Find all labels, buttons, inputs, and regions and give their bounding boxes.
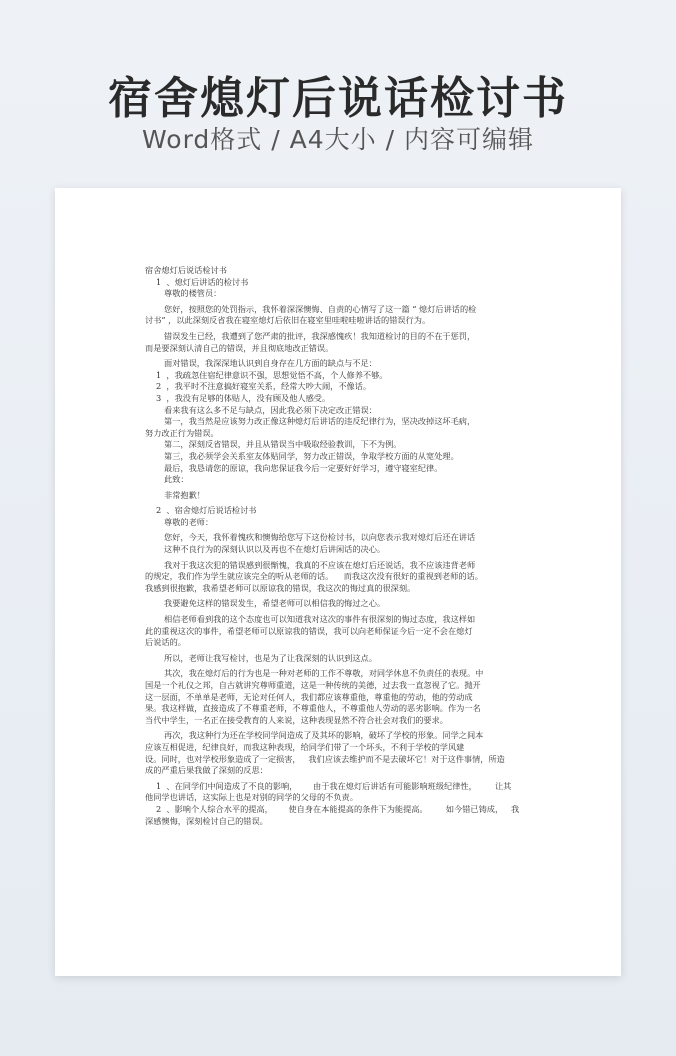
document-line: 1 、在同学们中间造成了不良的影响， 由于我在熄灯后讲话有可能影响班级纪律性， 让其: [156, 780, 512, 791]
document-body: [145, 265, 555, 827]
document-line: 3 ，我没有足够的体贴人，没有顾及他人感受。: [156, 392, 331, 403]
document-line: 非常抱歉！: [164, 489, 205, 500]
document-line: 再次，我这种行为还在学校同学间造成了及其坏的影响，破坏了学校的形象。同学之间本: [164, 730, 484, 741]
document-line: 2 ，我平时不注意搞好寝室关系，经常大吵大闹，不像话。: [156, 381, 372, 392]
document-line: 1 、熄灯后讲话的检讨书: [156, 276, 249, 287]
document-line: 他同学也讲话，这实际上也是对别的同学的父母的不负责。: [145, 792, 358, 803]
document-line: 第三，我必须学会关系室友体贴同学，努力改正错误，争取学校方面的从宽处理。: [164, 450, 459, 461]
page-subtitle: Word格式 / A4大小 / 内容可编辑: [142, 125, 534, 154]
document-line: 2 、宿舍熄灯后说话检讨书: [156, 505, 257, 516]
document-line: 国是一个礼仪之邦，自古就讲究尊师重道，这是一种传统的美德，过去我一直忽视了它。抛开: [145, 680, 481, 690]
document-line: 我要避免这样的错误发生，希望老师可以相信我的悔过之心。: [164, 598, 386, 609]
document-line: 讨书” ，以此深刻反省我在寝室熄灯后依旧在寝室里哇啦哇啦讲话的错误行为。: [145, 315, 431, 326]
document-page: [55, 188, 621, 976]
document-line: 最后，我恳请您的原谅，我向您保证我今后一定要好好学习，遵守寝室纪律。: [164, 462, 443, 473]
document-line: 这一层面，不单单是老师，无论对任何人，我们都应该尊重他，尊重他的劳动，他的劳动成: [145, 691, 473, 702]
document-line: 而是要深刻认清自己的错误，并且彻底地改正错误。: [145, 342, 334, 353]
document-line: 果。我这样做，直接造成了不尊重老师，不尊重他人，不尊重他人劳动的恶劣影响。作为一名: [145, 703, 481, 714]
document-line: 的规定，我们作为学生就应该完全的听从老师的话。 而我这次没有很好的重视到老师的话。: [145, 571, 483, 582]
document-line: 设。同时，也对学校形象造成了一定损害， 我们应该去维护而不是去破坏它！对于这件事情，所造: [145, 753, 505, 764]
document-line: 成的严重后果我做了深刻的反思：: [145, 765, 268, 776]
document-line: 相信老师看到我的这个态度也可以知道我对这次的事件有很深刻的悔过态度，我这样如: [164, 614, 476, 625]
document-line: 2 、影响个人综合水平的提高， 使自身在本能提高的条件下为能提高。 如今错已铸成， 我: [156, 803, 520, 814]
document-line: 所以，老师让我写检讨，也是为了让我深刻的认识到这点。: [164, 652, 377, 663]
document-line: 我对于我这次犯的错误感到很惭愧，我真的不应该在熄灯后还说话，我不应该违背老师: [164, 559, 476, 570]
document-line: 看来我有这么多不足与缺点，因此我必须下决定改正错误：: [164, 404, 377, 415]
document-heading: 宿舍熄灯后说话检讨书: [145, 265, 227, 275]
document-line: 此的重视这次的事件，希望老师可以原谅我的错误，我可以向老师保证今后一定不会在熄灯: [145, 625, 473, 636]
page-title: 宿舍熄灯后说话检讨书: [108, 73, 568, 124]
document-line: 应该互相促进，纪律良好，而我这种表现，给同学们带了一个坏头，不利于学校的学风建: [145, 741, 465, 752]
document-line: 这种不良行为的深刻认识以及再也不在熄灯后讲闲话的决心。: [164, 544, 386, 555]
document-line: 当代中学生，一名正在接受教育的人来说，这种表现显然不符合社会对我们的要求。: [145, 714, 448, 725]
document-line: 第二，深刻反省错误，并且从错误当中吸取经验教训，下不为例。: [164, 439, 402, 450]
document-line: 尊敬的楼管员：: [164, 288, 222, 299]
document-line: 后说话的。: [145, 637, 186, 648]
document-line: 错误发生已经，我遭到了您严肃的批评，我深感愧疚！我知道检讨的目的不在于惩罚，: [164, 330, 476, 341]
document-line: 我感到很抱歉，我希望老师可以原谅我的错误，我这次的悔过真的很深刻。: [145, 582, 416, 593]
document-line: 您好，今天，我怀着愧疚和懊悔给您写下这份检讨书，以向您表示我对熄灯后还在讲话: [164, 532, 476, 543]
document-line: 第一，我当然是应该努力改正像这种熄灯后讲话的违反纪律行为，坚决改掉这坏毛病，: [164, 416, 476, 427]
document-line: 1 ，我疏忽住宿纪律意识不强，思想觉悟不高，个人修养不够。: [156, 369, 388, 380]
document-line: 面对错误，我深深地认识到自身存在几方面的缺点与不足：: [164, 358, 377, 369]
document-line: 您好，按照您的处罚指示，我怀着深深懊悔、自责的心情写了这一篇 “ 熄灯后讲话的检: [164, 303, 477, 314]
document-line: 尊敬的老师：: [164, 516, 214, 527]
document-line: 此致：: [164, 474, 189, 485]
header: [0, 0, 676, 170]
document-line: 深感懊悔，深刻检讨自己的错误。: [145, 815, 268, 826]
document-line: 努力改正行为错误。: [145, 427, 219, 438]
document-line: 其次，我在熄灯后的行为也是一种对老师的工作不尊敬，对同学休息不负责任的表现。中: [164, 668, 484, 679]
